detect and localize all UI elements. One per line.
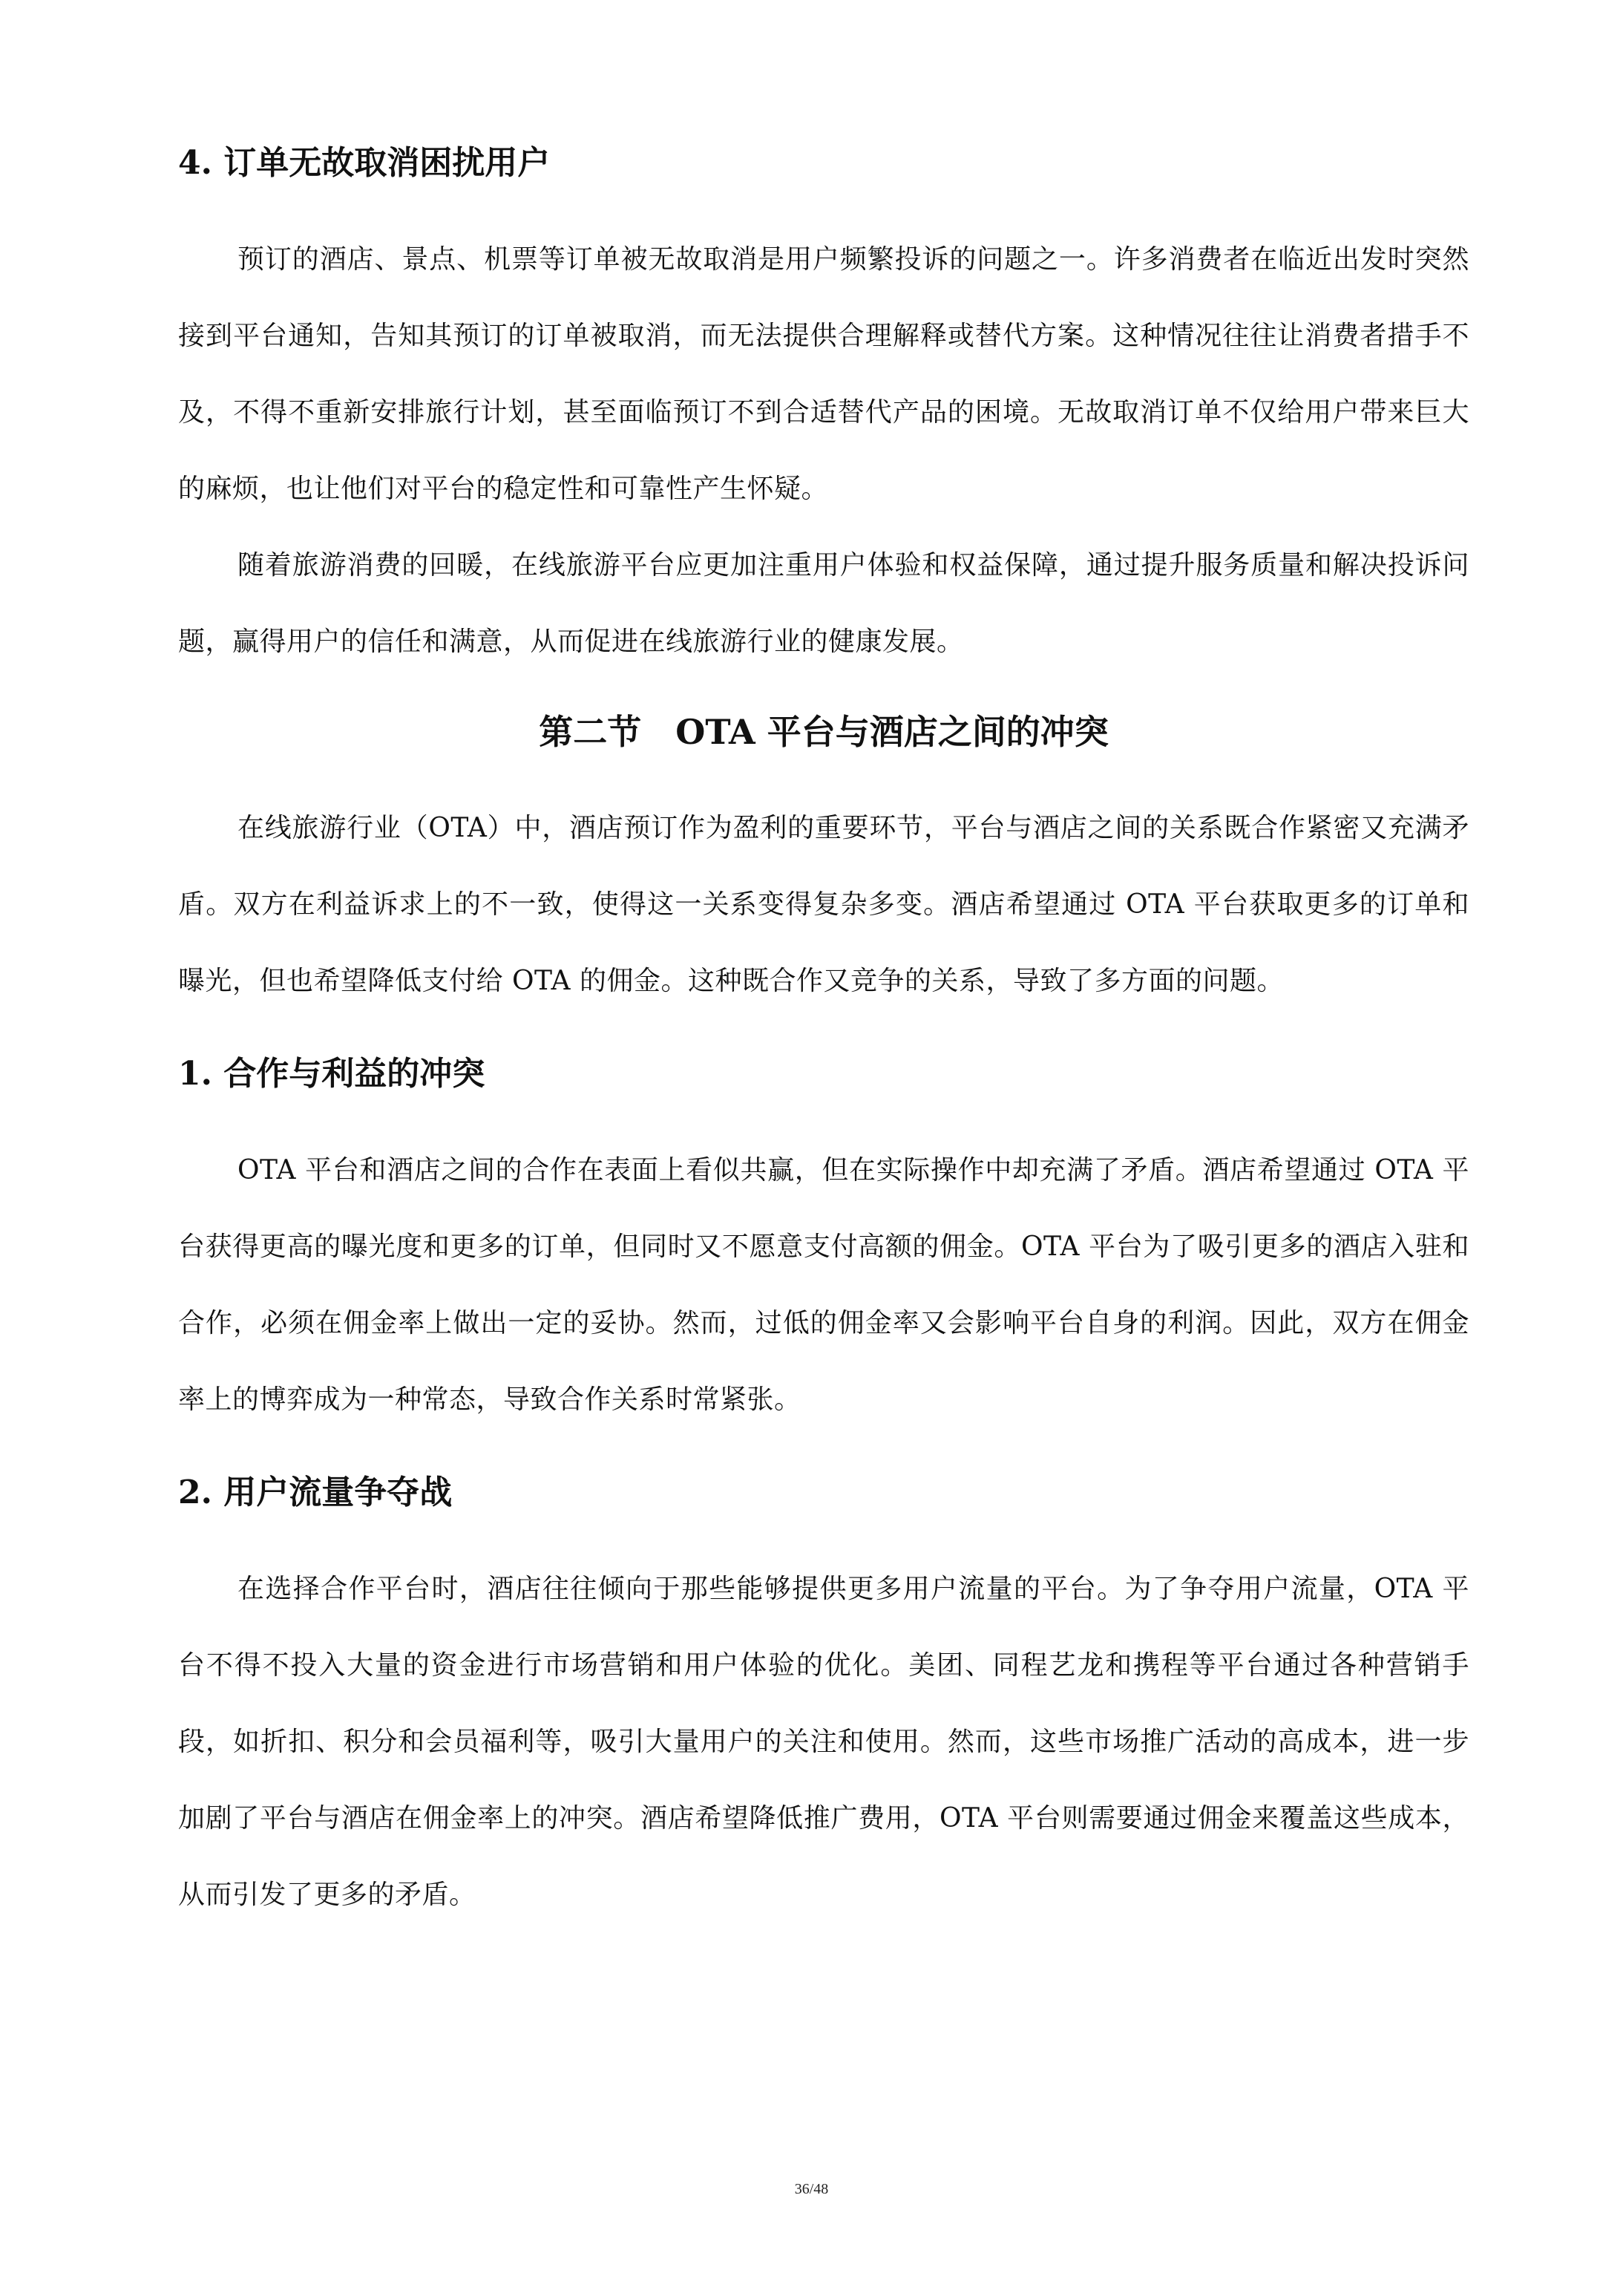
spacer (178, 1515, 1469, 1551)
page-number: 36/48 (794, 2181, 829, 2197)
subsection-heading-2: 2. 用户流量争夺战 (178, 1474, 453, 1511)
subsection-heading-1: 1. 合作与利益的冲突 (178, 1055, 485, 1093)
paragraph-tourism-recovery: 随着旅游消费的回暖，在线旅游平台应更加注重用户体验和权益保障，通过提升服务质量和解决投诉问题，赢得用户的信任和满意，从而促进在线旅游行业的健康发展。 (178, 550, 1469, 657)
section-title: 第二节 OTA 平台与酒店之间的冲突 (539, 712, 1109, 752)
spacer (178, 1019, 1469, 1052)
paragraph-traffic-competition: 在选择合作平台时，酒店往往倾向于那些能够提供更多用户流量的平台。为了争夺用户流量，OTA 平台不得不投入大量的资金进行市场营销和用户体验的优化。美团、同程艺龙和携程等平台通过各种营销手段，如折扣、积分和会员福利等，吸引大量用户的关注和使用。然而，这些市场推广活动的高成本，进一步加剧了平台与酒店在佣金率上的冲突。酒店希望降低推广费用，OTA 平台则需要通过佣金来覆盖这些成本，从而引发了更多的矛盾。 (178, 1574, 1469, 1910)
spacer (178, 186, 1469, 221)
page-content (178, 141, 1469, 1933)
spacer (178, 680, 1469, 710)
paragraph-order-cancellation: 预订的酒店、景点、机票等订单被无故取消是用户频繁投诉的问题之一。许多消费者在临近出发时突然接到平台通知，告知其预订的订单被取消，而无法提供合理解释或替代方案。这种情况往往让消费者措手不及，不得不重新安排旅行计划，甚至面临预订不到合适替代产品的困境。无故取消订单不仅给用户带来巨大的麻烦，也让他们对平台的稳定性和可靠性产生怀疑。 (178, 244, 1469, 504)
spacer (178, 1096, 1469, 1132)
spacer (178, 754, 1469, 790)
paragraph-ota-hotel-relationship: 在线旅游行业（OTA）中，酒店预订作为盈利的重要环节，平台与酒店之间的关系既合作紧密又充满矛盾。双方在利益诉求上的不一致，使得这一关系变得复杂多变。酒店希望通过 OTA 平台获取更多的订单和曝光，但也希望降低支付给 OTA 的佣金。这种既合作又竞争的关系，导致了多方面的问题。 (178, 813, 1469, 996)
paragraph-cooperation-conflict: OTA 平台和酒店之间的合作在表面上看似共赢，但在实际操作中却充满了矛盾。酒店希望通过 OTA 平台获得更高的曝光度和更多的订单，但同时又不愿意支付高额的佣金。OTA 平台为了吸引更多的酒店入驻和合作，必须在佣金率上做出一定的妥协。然而，过低的佣金率又会影响平台自身的利润。因此，双方在佣金率上的博弈成为一种常态，导致合作关系时常紧张。 (178, 1155, 1469, 1415)
subsection-heading-4: 4. 订单无故取消困扰用户 (178, 144, 551, 182)
spacer (178, 1438, 1469, 1471)
